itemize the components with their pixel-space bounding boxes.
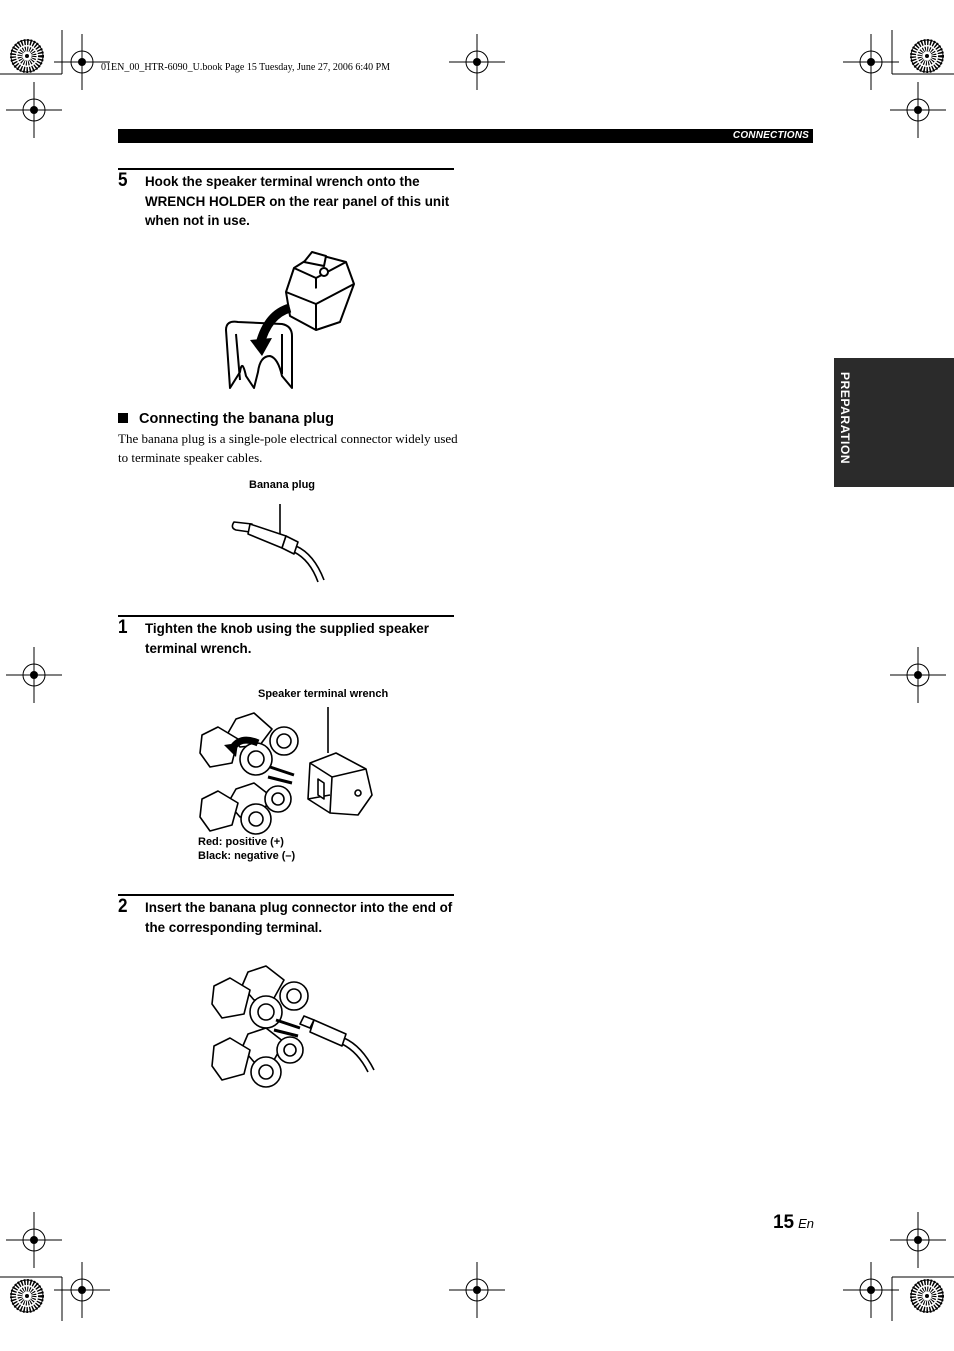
step-number: 5 bbox=[118, 170, 128, 191]
page-number-value: 15 bbox=[772, 1212, 795, 1233]
square-bullet-icon bbox=[118, 413, 128, 423]
section-header-bar bbox=[118, 129, 813, 143]
page-number bbox=[773, 1212, 814, 1234]
chapter-tab-label: PREPARATION bbox=[838, 372, 852, 465]
step-divider bbox=[118, 894, 454, 896]
step-divider bbox=[118, 615, 454, 617]
step-instruction: Insert the banana plug connector into the end of the corresponding terminal. bbox=[145, 900, 453, 935]
banana-plug-heading-text: Connecting the banana plug bbox=[139, 411, 334, 427]
step-instruction: Hook the speaker terminal wrench onto the WRENCH HOLDER on the rear panel of this unit when not in use. bbox=[145, 174, 450, 228]
step-divider bbox=[118, 168, 454, 170]
step-number: 2 bbox=[118, 896, 128, 917]
banana-plug-heading bbox=[118, 411, 334, 427]
file-info-header: 01EN_00_HTR-6090_U.book Page 15 Tuesday, June 27, 2006 6:40 PM bbox=[101, 62, 391, 73]
legend-black-negative: Black: negative (–) bbox=[198, 850, 296, 862]
speaker-terminal-wrench-illustration bbox=[196, 705, 376, 835]
chapter-side-tab bbox=[834, 358, 954, 487]
banana-plug-insertion-illustration bbox=[206, 962, 381, 1092]
step-number: 1 bbox=[118, 617, 128, 638]
banana-plug-description: The banana plug is a single-pole electrical connector widely used to terminate speaker cables. bbox=[118, 431, 458, 465]
legend-red-positive: Red: positive (+) bbox=[198, 836, 284, 848]
wrench-holder-illustration bbox=[220, 248, 360, 393]
banana-plug-caption: Banana plug bbox=[249, 479, 316, 491]
speaker-wrench-caption: Speaker terminal wrench bbox=[258, 688, 389, 700]
section-title: CONNECTIONS bbox=[732, 130, 809, 141]
banana-plug-illustration bbox=[228, 496, 338, 586]
step-instruction: Tighten the knob using the supplied speaker terminal wrench. bbox=[145, 621, 429, 656]
terminal-color-legend bbox=[198, 835, 295, 863]
page-language: En bbox=[798, 1216, 814, 1231]
